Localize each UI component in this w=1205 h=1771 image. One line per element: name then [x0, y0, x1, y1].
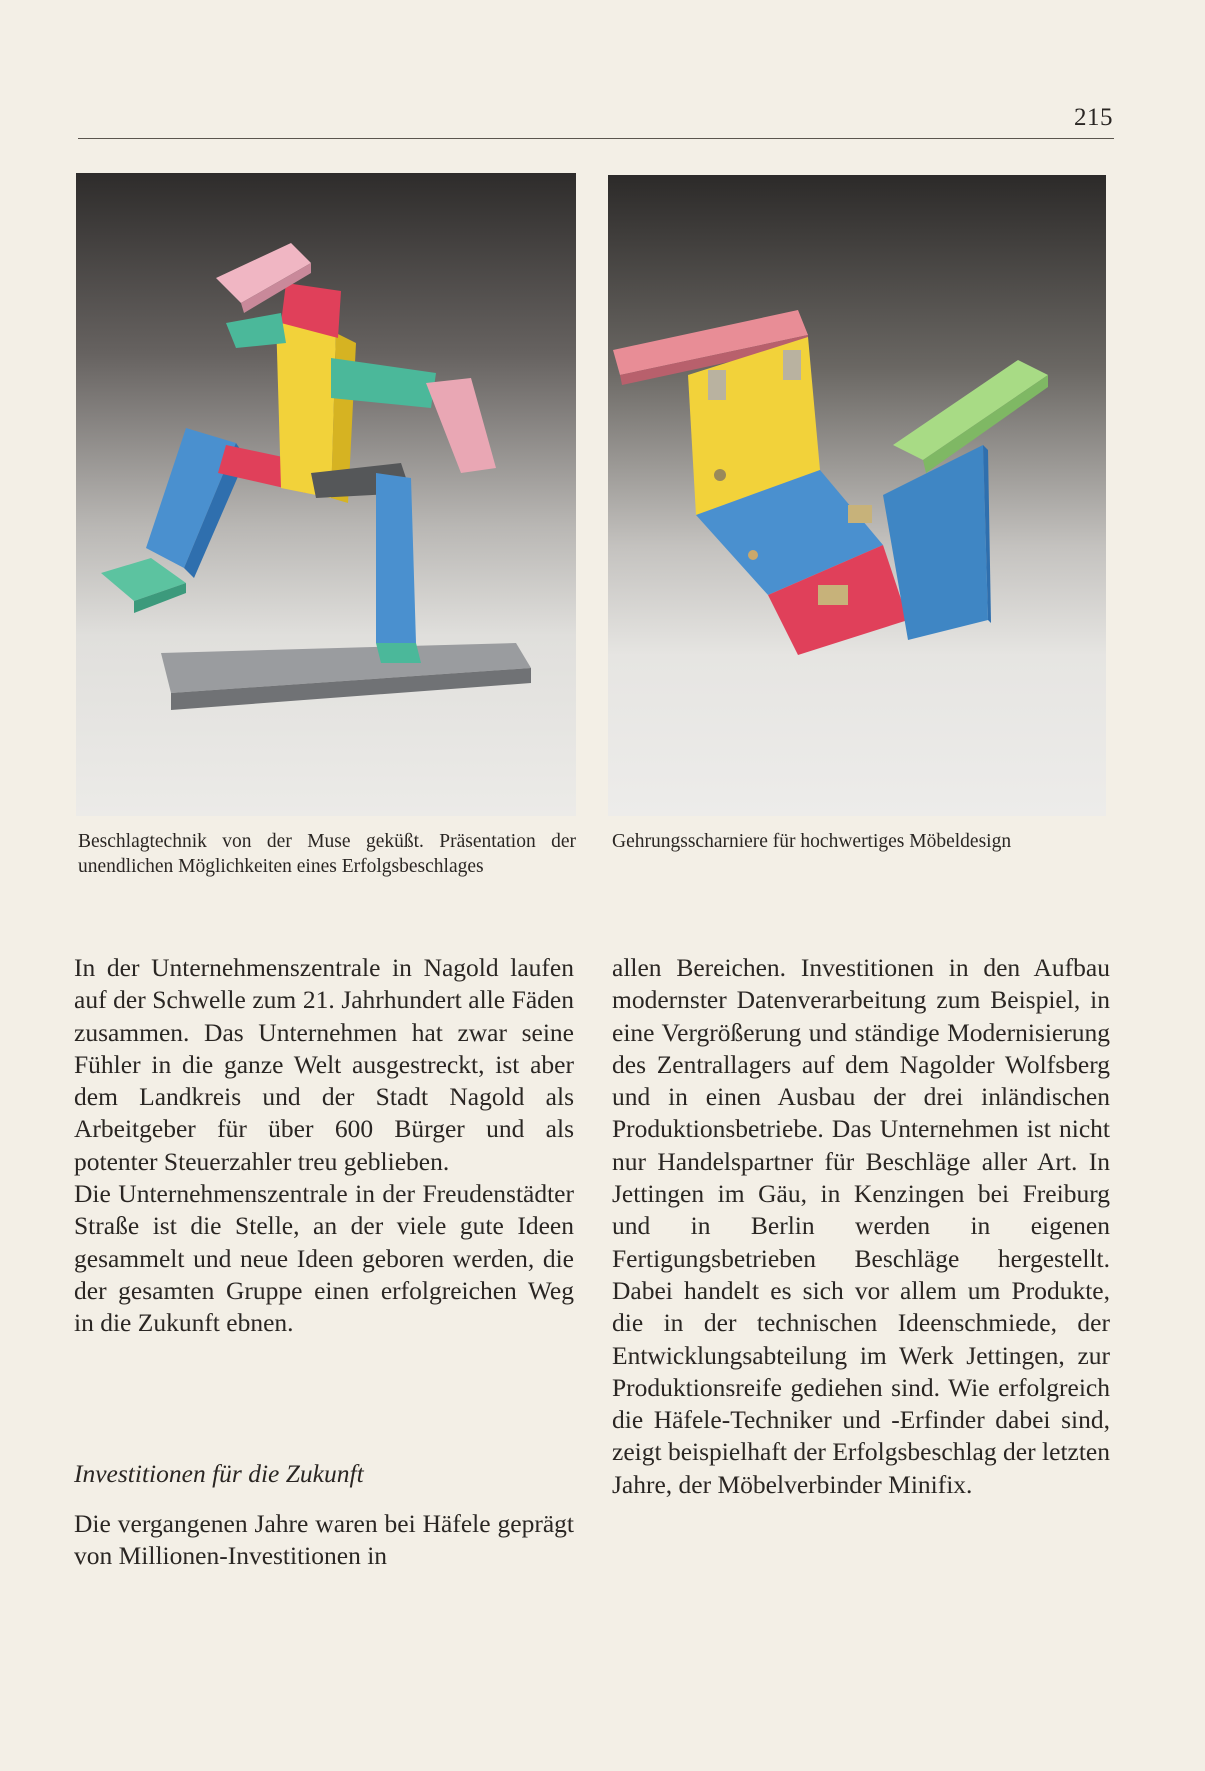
figure-caption-2: Gehrungsscharniere für hochwertiges Möbeldesign — [612, 831, 1012, 852]
block-figure-illustration — [76, 173, 576, 816]
paragraph: Die Unternehmenszentrale in der Freudenstädter Straße ist die Stelle, an der viele gute Ideen gesammelt und neue Ideen geboren werden, die der gesamten Gruppe einen erfolgreichen Weg in die Zukunft ebnen. — [74, 1179, 574, 1338]
page-number: 215 — [1074, 104, 1113, 131]
figure-caption-1: Beschlagtechnik von der Muse geküßt. Präsentation der unendlichen Möglichkeiten eines Erfolgsbeschlages — [78, 831, 576, 877]
hinged-boxes-illustration — [608, 175, 1106, 816]
text-column-left — [74, 952, 574, 1340]
header-rule — [78, 138, 1114, 139]
photo-miter-hinges — [608, 175, 1106, 816]
paragraph: In der Unternehmenszentrale in Nagold laufen auf der Schwelle zum 21. Jahrhundert alle Fäden zusammen. Das Unternehmen hat zwar seine Fühler in die ganze Welt ausgestreckt, ist aber dem Landkreis und der Stadt Nagold als Arbeitgeber für über 600 Bürger und als potenter Steuerzahler treu geblieben. — [74, 953, 574, 1176]
paragraph: allen Bereichen. Investitionen in den Aufbau modernster Datenverarbeitung zum Beispiel, in eine Vergrößerung und ständige Modernisierung des Zentrallagers auf dem Nagolder Wolfsberg und in einen Ausbau der drei inländischen Produktionsbetriebe. Das Unternehmen ist nicht nur Handelspartner für Beschläge aller Art. In Jettingen im Gäu, in Kenzingen bei Freiburg und in Berlin werden in eigenen Fertigungsbetrieben Beschläge hergestellt. Dabei handelt es sich vor allem um Produkte, die in der technischen Ideenschmiede, der Entwicklungsabteilung im Werk Jettingen, zur Produktionsreife gediehen sind. Wie erfolgreich die Häfele-Techniker und -Erfinder dabei sind, zeigt beispielhaft der Erfolgsbeschlag der letzten Jahre, der Möbelverbinder Minifix. — [612, 953, 1110, 1499]
section-subheading: Investitionen für die Zukunft — [74, 1459, 364, 1488]
photo-block-figure-runner — [76, 173, 576, 816]
text-column-left-continued — [74, 1508, 574, 1573]
paragraph: Die vergangenen Jahre waren bei Häfele geprägt von Millionen-Investitionen in — [74, 1509, 574, 1571]
text-column-right — [612, 952, 1110, 1501]
